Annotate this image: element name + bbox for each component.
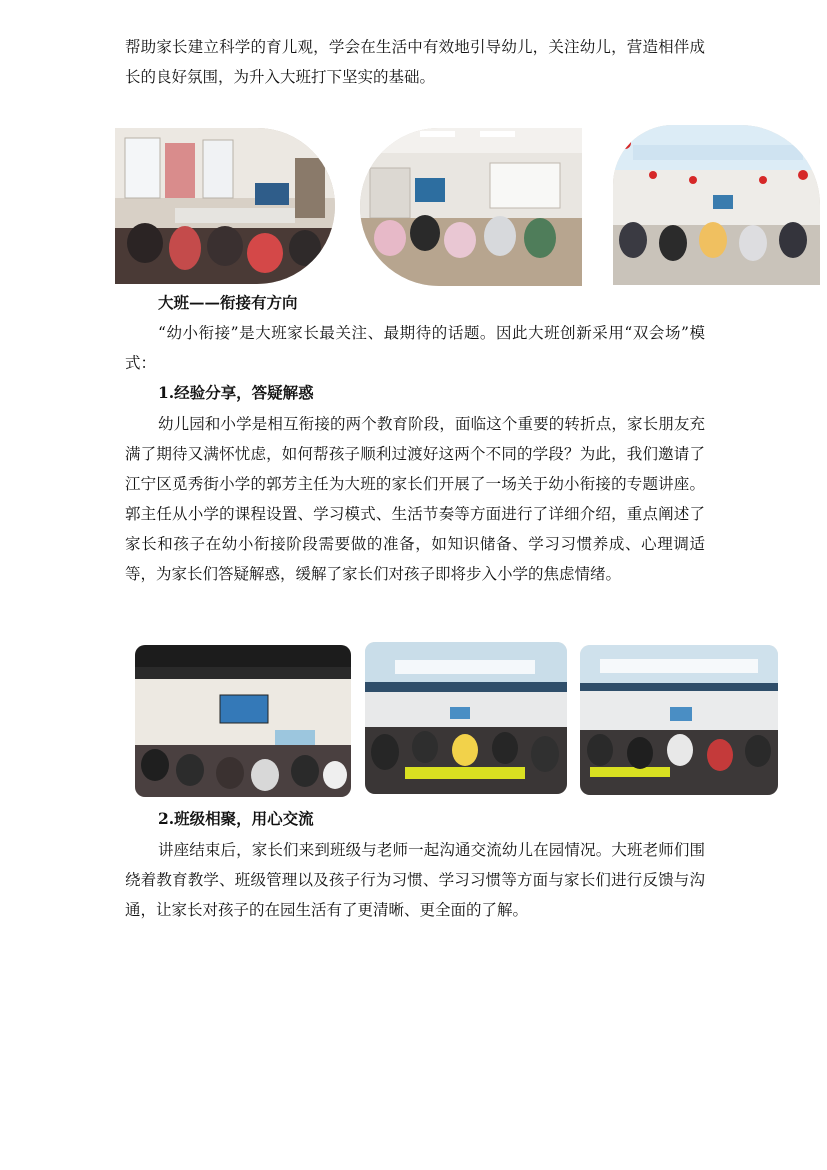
classroom-meeting-photo-2: [360, 128, 582, 286]
section-title: 大班——衔接有方向: [158, 293, 298, 312]
sub2-title: 2.班级相聚，用心交流: [158, 809, 314, 828]
lecture-hall-photo-2: [365, 642, 567, 794]
intro-paragraph: 帮助家长建立科学的育儿观，学会在生活中有效地引导幼儿，关注幼儿，营造相伴成长的良好氛围，为升入大班打下坚实的基础。: [125, 38, 705, 86]
classroom-meeting-photo-1: [115, 128, 335, 284]
sub2-paragraph: 讲座结束后，家长们来到班级与老师一起沟通交流幼儿在园情况。大班老师们围绕着教育教学、班级管理以及孩子行为习惯、学习习惯等方面与家长们进行反馈与沟通，让家长对孩子的在园生活有了更清晰、更全面的了解。: [125, 841, 705, 919]
sub1-paragraph: 幼儿园和小学是相互衔接的两个教育阶段，面临这个重要的转折点，家长朋友充满了期待又满怀忧虑，如何帮孩子顺利过渡好这两个不同的学段？为此，我们邀请了江宁区觅秀街小学的郭芳主任为大班的家长们开展了一场关于幼小衔接的专题讲座。郭主任从小学的课程设置、学习模式、生活节奏等方面进行了详细介绍，重点阐述了家长和孩子在幼小衔接阶段需要做的准备，如知识储备、学习习惯养成、心理调适等，为家长们答疑解惑，缓解了家长们对孩子即将步入小学的焦虑情绪。: [125, 415, 705, 583]
lecture-hall-photo-3: [580, 645, 778, 795]
lecture-hall-photo-1: [135, 645, 351, 797]
section-intro: “幼小衔接”是大班家长最关注、最期待的话题。因此大班创新采用“双会场”模式：: [125, 324, 705, 372]
sub1-title: 1.经验分享，答疑解惑: [158, 383, 314, 402]
classroom-meeting-photo-3: [613, 125, 820, 285]
